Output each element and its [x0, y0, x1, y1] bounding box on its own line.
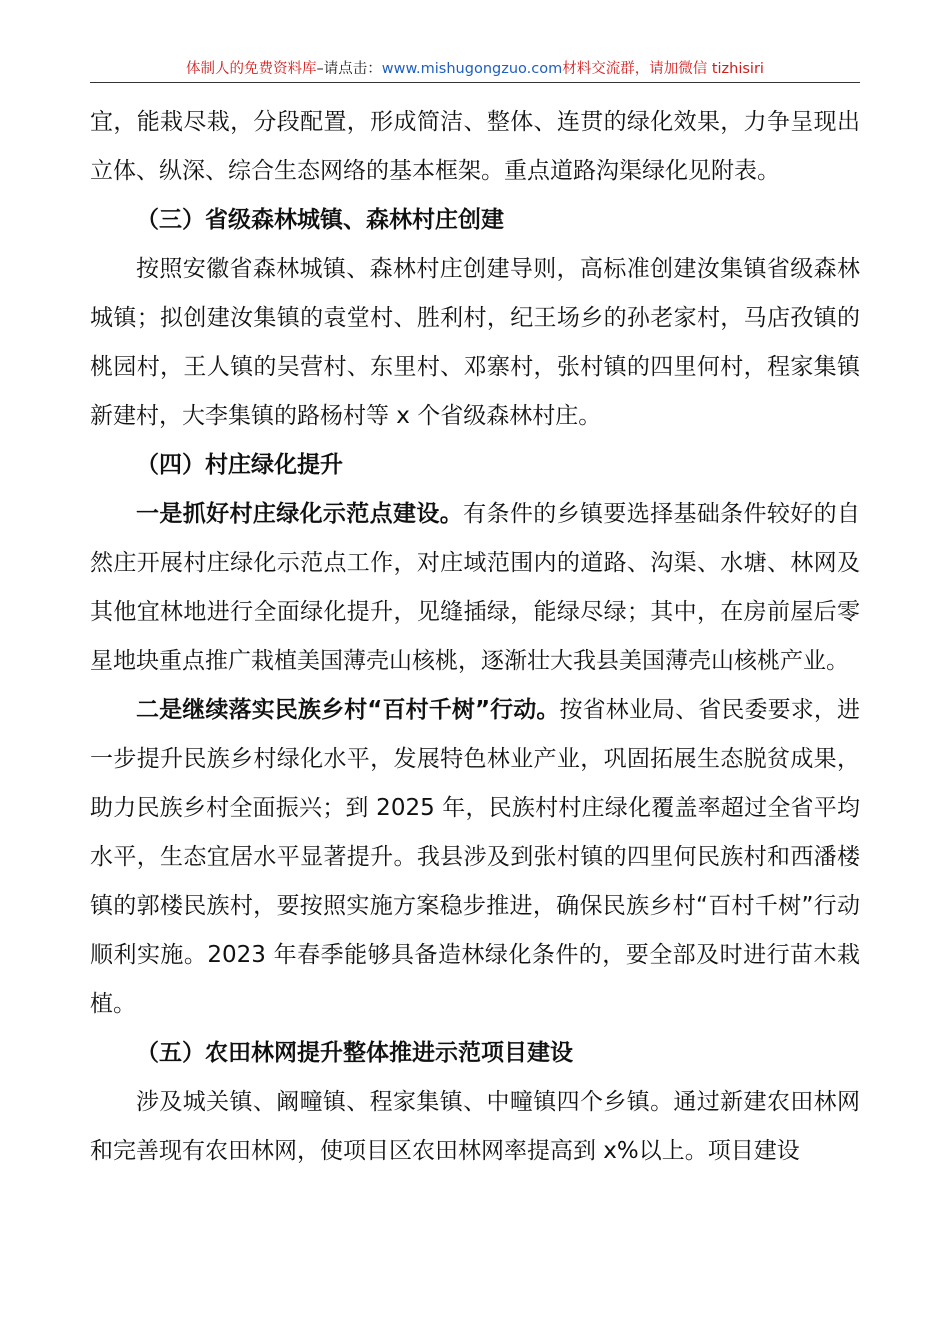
header-prompt: –请点击：	[316, 61, 382, 77]
section-heading-4: （四）村庄绿化提升	[136, 452, 343, 478]
header-site-name: 体制人的免费资料库	[186, 61, 317, 77]
page-header	[90, 58, 860, 83]
paragraph-3-text: 有条件的乡镇要选择基础条件较好的自然庄开展村庄绿化示范点工作，对庄域范围内的道路、沟渠、水塘、林网及其他宜林地进行全面绿化提升，见缝插绿，能绿尽绿；其中，在房前屋后零星地块重点推广栽植美国薄壳山核桃，逐渐壮大我县美国薄壳山核桃产业。	[90, 501, 861, 674]
paragraph-5: 涉及城关镇、阚疃镇、程家集镇、中疃镇四个乡镇。通过新建农田林网和完善现有农田林网，使项目区农田林网率提高到 x%以上。项目建设	[90, 1089, 860, 1164]
section-heading-5: （五）农田林网提升整体推进示范项目建设	[136, 1040, 573, 1066]
header-note: 材料交流群，请加微信 tizhisiri	[562, 61, 764, 77]
paragraph-4-lead: 二是继续落实民族乡村“百村千树”行动。	[136, 697, 560, 723]
paragraph-4-text: 按省林业局、省民委要求，进一步提升民族乡村绿化水平，发展特色林业产业，巩固拓展生态脱贫成果，助力民族乡村全面振兴；到 2025 年，民族村村庄绿化覆盖率超过全省平均水平，生态宜居水平显著提升。我县涉及到张村镇的四里何民族村和西潘楼镇的郭楼民族村，要按照实施方案稳步推进，确保民族乡村“百村千树”行动顺利实施。2023 年春季能够具备造林绿化条件的，要全部及时进行苗木栽植。	[90, 697, 861, 1017]
paragraph-4	[90, 686, 860, 1029]
paragraph-2: 按照安徽省森林城镇、森林村庄创建导则，高标准创建汝集镇省级森林城镇；拟创建汝集镇的袁堂村、胜利村，纪王场乡的孙老家村，马店孜镇的桃园村，王人镇的吴营村、东里村、邓寨村，张村镇的四里何村，程家集镇新建村，大李集镇的路杨村等 x 个省级森林村庄。	[90, 256, 860, 429]
header-url-link[interactable]: www.mishugongzuo.com	[381, 61, 563, 77]
paragraph-1: 宜，能栽尽栽，分段配置，形成简洁、整体、连贯的绿化效果，力争呈现出立体、纵深、综合生态网络的基本框架。重点道路沟渠绿化见附表。	[90, 109, 860, 184]
paragraph-3	[90, 490, 860, 686]
document-body	[90, 98, 860, 1176]
section-heading-3: （三）省级森林城镇、森林村庄创建	[136, 207, 504, 233]
paragraph-3-lead: 一是抓好村庄绿化示范点建设。	[136, 501, 464, 527]
